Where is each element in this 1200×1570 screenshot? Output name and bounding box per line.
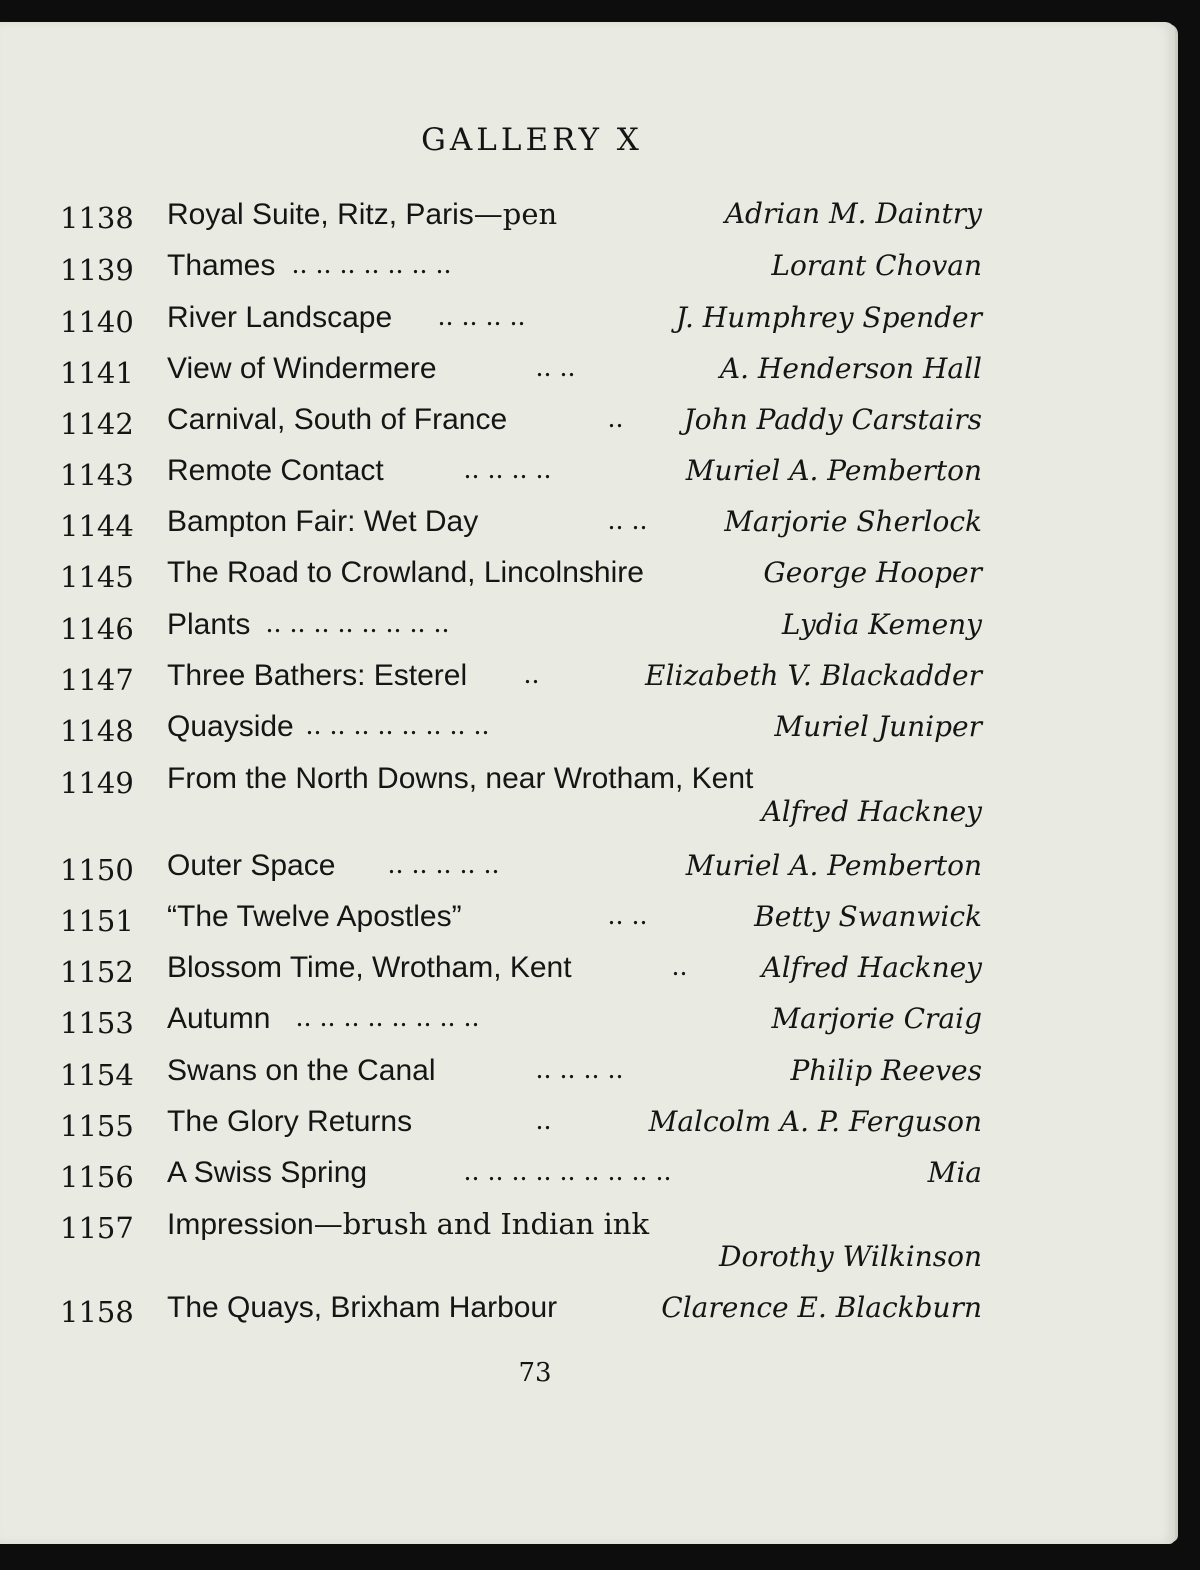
entry-number: 1154 bbox=[60, 1058, 134, 1092]
dot-leader: .. bbox=[672, 951, 688, 982]
entry-artist: Adrian M. Daintry bbox=[724, 197, 982, 230]
entry-artist: Mia bbox=[927, 1156, 982, 1189]
catalogue-entry bbox=[0, 556, 1175, 596]
entry-title: Plants bbox=[167, 608, 251, 641]
catalogue-entry bbox=[0, 1002, 1175, 1042]
entry-artist: Muriel Juniper bbox=[774, 710, 982, 743]
catalogue-entry bbox=[0, 352, 1175, 392]
entry-number: 1152 bbox=[60, 955, 134, 989]
entry-title: The Glory Returns bbox=[167, 1105, 413, 1138]
entry-title: From the North Downs, near Wrotham, Kent bbox=[167, 762, 754, 795]
entry-artist: George Hooper bbox=[763, 556, 982, 589]
entry-title: Bampton Fair: Wet Day bbox=[167, 505, 479, 538]
entry-title: “The Twelve Apostles” bbox=[167, 900, 462, 933]
entry-number: 1140 bbox=[60, 305, 134, 339]
catalogue-entry bbox=[0, 301, 1175, 341]
entry-artist: Alfred Hackney bbox=[761, 951, 982, 984]
dot-leader: .. bbox=[524, 659, 540, 690]
catalogue-entry bbox=[0, 608, 1175, 648]
page-title: GALLERY X bbox=[421, 122, 643, 158]
entry-artist: Marjorie Craig bbox=[771, 1002, 982, 1035]
entry-number: 1149 bbox=[60, 766, 134, 800]
entry-artist: Marjorie Sherlock bbox=[724, 505, 982, 538]
catalogue-page bbox=[0, 22, 1175, 1544]
entry-artist: Alfred Hackney bbox=[761, 795, 982, 828]
entry-number: 1157 bbox=[60, 1211, 134, 1245]
entry-medium: —brush and Indian ink bbox=[313, 1207, 650, 1241]
entry-title: Carnival, South of France bbox=[167, 403, 508, 436]
entry-number: 1147 bbox=[60, 663, 134, 697]
entry-number: 1145 bbox=[60, 560, 134, 594]
entry-title: Autumn bbox=[167, 1002, 271, 1035]
dot-leader: .. bbox=[536, 1105, 552, 1136]
entry-number: 1156 bbox=[60, 1160, 134, 1194]
entry-number: 1139 bbox=[60, 253, 134, 287]
page-number: 73 bbox=[518, 1358, 552, 1388]
entry-artist: Muriel A. Pemberton bbox=[685, 849, 982, 882]
entry-title: Outer Space bbox=[167, 849, 336, 882]
catalogue-entry bbox=[0, 1207, 1175, 1281]
entry-title-text: Royal Suite, Ritz, Paris bbox=[167, 198, 474, 231]
entry-number: 1148 bbox=[60, 714, 134, 748]
entry-artist: Elizabeth V. Blackadder bbox=[645, 659, 982, 692]
dot-leader: .. .. .. .. .. .. .. .. bbox=[306, 710, 490, 741]
entry-artist: Philip Reeves bbox=[790, 1054, 982, 1087]
dot-leader: .. .. .. .. bbox=[464, 454, 552, 485]
dot-leader: .. .. .. .. bbox=[536, 1054, 624, 1085]
catalogue-entry bbox=[0, 849, 1175, 889]
entry-artist: John Paddy Carstairs bbox=[683, 403, 982, 436]
entry-artist: Betty Swanwick bbox=[754, 900, 982, 933]
catalogue-entry bbox=[0, 249, 1175, 289]
entry-title: A Swiss Spring bbox=[167, 1156, 368, 1189]
entry-title bbox=[167, 197, 557, 232]
dot-leader: .. .. .. .. .. .. .. .. .. bbox=[464, 1156, 672, 1187]
entry-number: 1153 bbox=[60, 1006, 134, 1040]
entry-artist: Dorothy Wilkinson bbox=[719, 1240, 982, 1273]
entry-title: Three Bathers: Esterel bbox=[167, 659, 468, 692]
dot-leader: .. .. .. .. .. .. .. .. bbox=[266, 608, 450, 639]
catalogue-entry bbox=[0, 1156, 1175, 1196]
dot-leader: .. .. .. .. .. .. .. .. bbox=[296, 1002, 480, 1033]
entry-artist: J. Humphrey Spender bbox=[675, 301, 982, 334]
entry-title: Remote Contact bbox=[167, 454, 384, 487]
dot-leader: .. .. bbox=[608, 505, 648, 536]
catalogue-entry bbox=[0, 454, 1175, 494]
entry-number: 1142 bbox=[60, 407, 134, 441]
dot-leader: .. bbox=[608, 403, 624, 434]
entry-artist: Lorant Chovan bbox=[771, 249, 982, 282]
catalogue-entry bbox=[0, 1291, 1175, 1331]
entry-artist: Muriel A. Pemberton bbox=[685, 454, 982, 487]
entry-medium: —pen bbox=[473, 197, 558, 231]
entry-artist: Clarence E. Blackburn bbox=[661, 1291, 982, 1324]
entry-title: Quayside bbox=[167, 710, 294, 743]
dot-leader: .. .. .. .. .. .. .. bbox=[292, 249, 452, 280]
entry-title: Thames bbox=[167, 249, 276, 282]
entry-number: 1151 bbox=[60, 904, 134, 938]
catalogue-entry bbox=[0, 659, 1175, 699]
entry-artist: Malcolm A. P. Ferguson bbox=[648, 1105, 982, 1138]
entry-title: View of Windermere bbox=[167, 352, 437, 385]
entry-title: The Road to Crowland, Lincolnshire bbox=[167, 556, 644, 589]
catalogue-entry bbox=[0, 403, 1175, 443]
dot-leader: .. .. .. .. bbox=[438, 301, 526, 332]
entry-number: 1138 bbox=[60, 201, 134, 235]
entry-artist: Lydia Kemeny bbox=[781, 608, 982, 641]
catalogue-entry bbox=[0, 900, 1175, 940]
entry-number: 1158 bbox=[60, 1295, 134, 1329]
catalogue-entry bbox=[0, 1054, 1175, 1094]
entry-title-text: Impression bbox=[167, 1208, 314, 1241]
entry-title: Blossom Time, Wrotham, Kent bbox=[167, 951, 572, 984]
entry-number: 1155 bbox=[60, 1109, 134, 1143]
entry-title: River Landscape bbox=[167, 301, 393, 334]
entry-title bbox=[167, 1207, 649, 1242]
catalogue-entry bbox=[0, 197, 1175, 237]
entry-number: 1150 bbox=[60, 853, 134, 887]
catalogue-entry bbox=[0, 762, 1175, 836]
catalogue-entry bbox=[0, 951, 1175, 991]
entry-number: 1146 bbox=[60, 612, 134, 646]
entry-number: 1144 bbox=[60, 509, 134, 543]
entry-artist: A. Henderson Hall bbox=[719, 352, 982, 385]
catalogue-entry bbox=[0, 710, 1175, 750]
entry-title: The Quays, Brixham Harbour bbox=[167, 1291, 558, 1324]
dot-leader: .. .. .. .. .. bbox=[388, 849, 500, 880]
entry-number: 1143 bbox=[60, 458, 134, 492]
dot-leader: .. .. bbox=[536, 352, 576, 383]
catalogue-entry bbox=[0, 1105, 1175, 1145]
dot-leader: .. .. bbox=[608, 900, 648, 931]
catalogue-entry bbox=[0, 505, 1175, 545]
entry-number: 1141 bbox=[60, 356, 134, 390]
entry-title: Swans on the Canal bbox=[167, 1054, 436, 1087]
